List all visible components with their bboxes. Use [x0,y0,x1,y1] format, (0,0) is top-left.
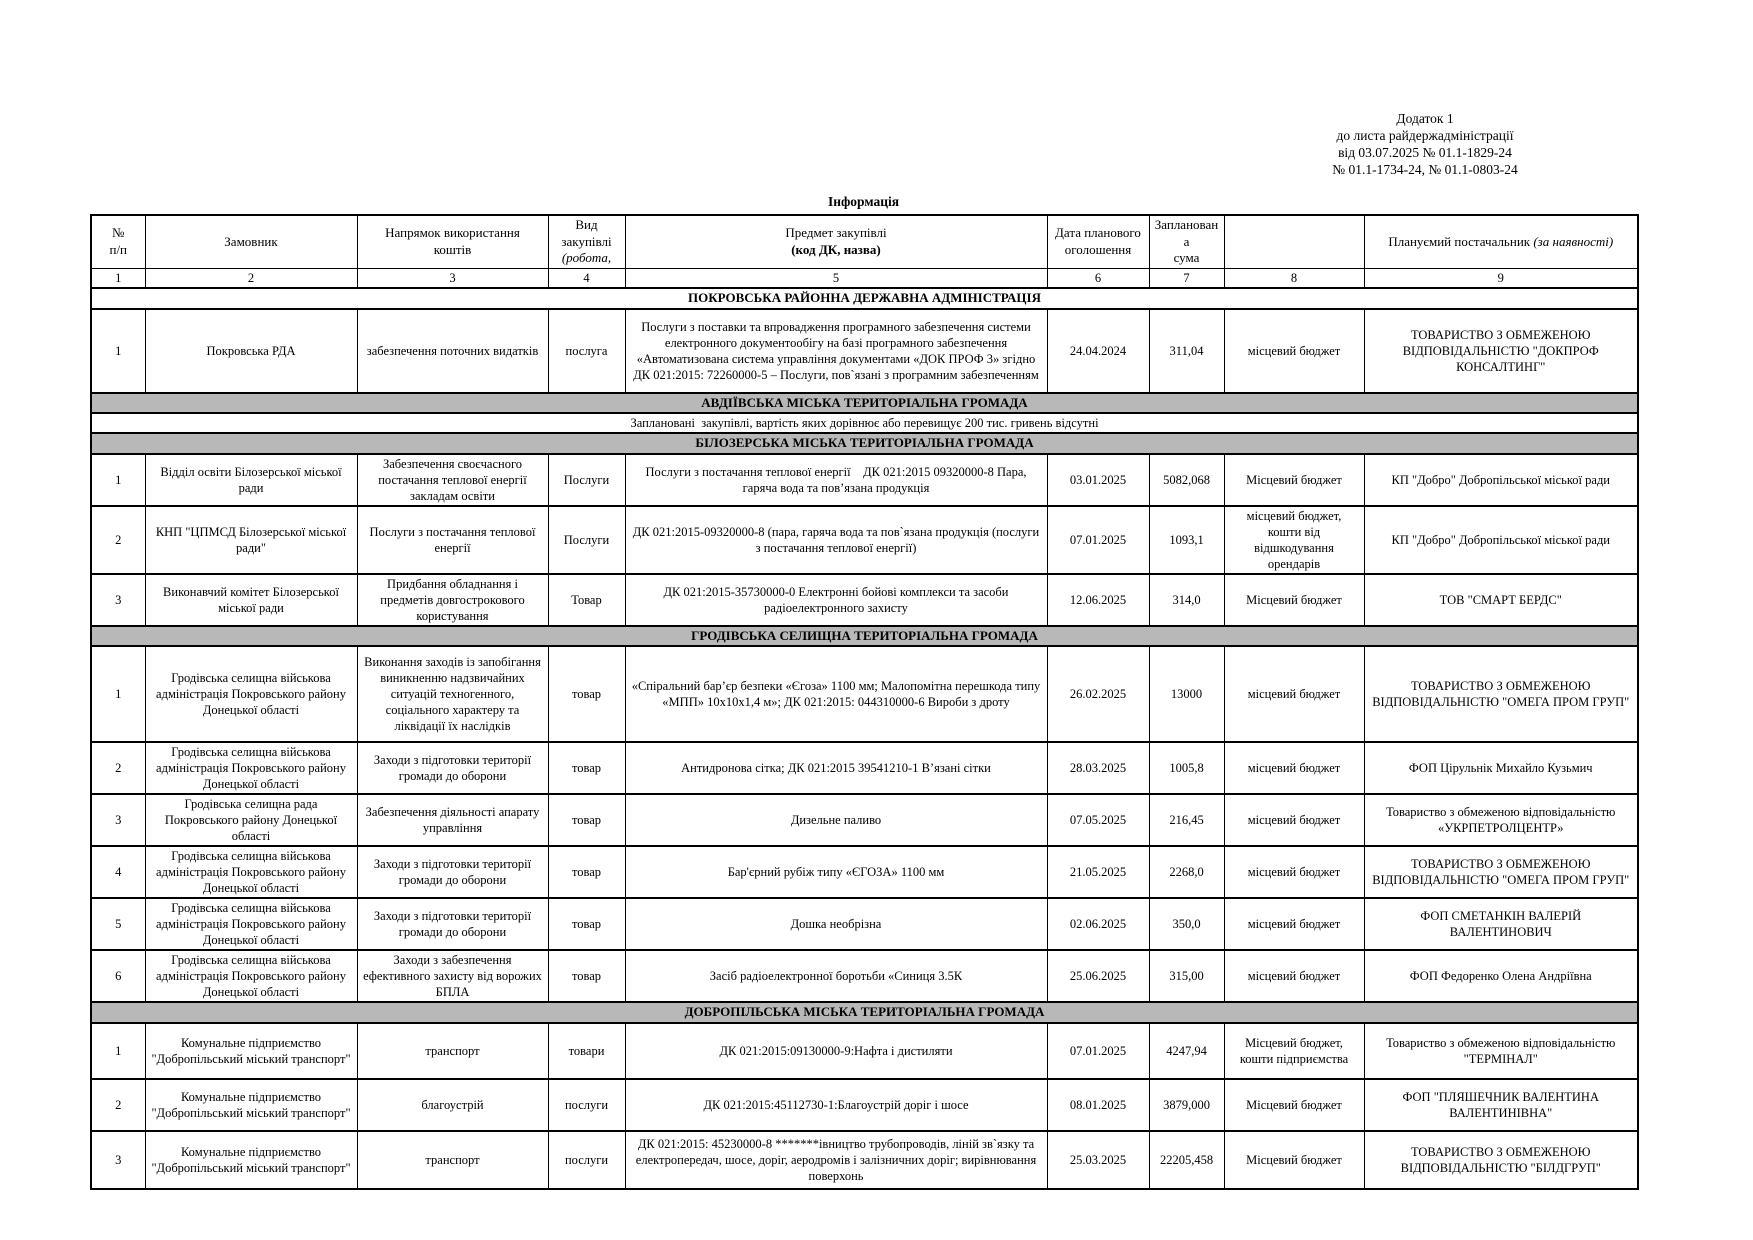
cell-customer: Покровська РДА [145,309,357,393]
annex-line-4: № 01.1-1734-24, № 01.1-0803-24 [1332,162,1518,177]
cell-procurement-type: товар [548,846,625,898]
cell-budget: місцевий бюджет [1224,309,1364,393]
section-header-row [91,626,1638,647]
cell-direction: транспорт [357,1131,548,1189]
cell-procurement-type: товари [548,1023,625,1079]
cell-subject: ДК 021:2015-35730000-0 Електронні бойові комплекси та засоби радіоелектронного захисту [625,574,1047,626]
cell-sum: 1005,8 [1149,742,1224,794]
procurement-table [90,214,1639,1190]
header-row-number: № п/п [91,215,145,268]
header-customer: Замовник [145,215,357,268]
cell-direction: Послуги з постачання теплової енергії [357,506,548,574]
table-row [91,1079,1638,1131]
cell-row-number: 1 [91,454,145,506]
table-row [91,794,1638,846]
table-row [91,646,1638,742]
cell-direction: Придбання обладнання і предметів довгострокового користування [357,574,548,626]
cell-customer: Гродівська селищна рада Покровського району Донецької області [145,794,357,846]
cell-customer: Комунальне підприємство "Добропільський міський транспорт" [145,1131,357,1189]
cell-direction: Забезпечення своєчасного постачання теплової енергії закладам освіти [357,454,548,506]
cell-row-number: 3 [91,794,145,846]
cell-budget: місцевий бюджет [1224,950,1364,1002]
col-number: 7 [1149,268,1224,288]
cell-row-number: 3 [91,574,145,626]
cell-customer: Гродівська селищна військова адміністрація Покровського району Донецької області [145,898,357,950]
cell-direction: транспорт [357,1023,548,1079]
cell-row-number: 5 [91,898,145,950]
cell-supplier: ФОП Федоренко Олена Андріївна [1364,950,1638,1002]
header-direction: Напрямок використання коштів [357,215,548,268]
cell-row-number: 4 [91,846,145,898]
cell-date: 03.01.2025 [1047,454,1149,506]
col-number: 2 [145,268,357,288]
col-number: 8 [1224,268,1364,288]
table-row [91,742,1638,794]
cell-procurement-type: товар [548,794,625,846]
cell-date: 25.06.2025 [1047,950,1149,1002]
page-title: Інформація [827,194,900,209]
cell-direction: благоустрій [357,1079,548,1131]
cell-subject: ДК 021:2015:45112730-1:Благоустрій доріг і шосе [625,1079,1047,1131]
header-date: Дата планового оголошення [1047,215,1149,268]
cell-subject: «Спіральний бар’єр безпеки «Єгоза» 1100 мм; Малопомітна перешкода типу «МПП» 10х10х1,4 м»; ДК 021:2015: 044310000-6 Вироби з дроту [625,646,1047,742]
annex-line-2: до листа райдержадміністрації [1336,128,1514,143]
table-row [91,1131,1638,1189]
table-row [91,506,1638,574]
cell-row-number: 2 [91,1079,145,1131]
annex-header [1275,110,1575,178]
annex-line-3: від 03.07.2025 № 01.1-1829-24 [1338,145,1512,160]
header-procurement-type: Вид закупівлі (робота, [548,215,625,268]
section-title: ДОБРОПІЛЬСЬКА МІСЬКА ТЕРИТОРІАЛЬНА ГРОМАДА [91,1002,1638,1023]
cell-subject: Дизельне паливо [625,794,1047,846]
cell-subject: ДК 021:2015-09320000-8 (пара, гаряча вода та пов`язана продукція (послуги з постачання теплової енергії) [625,506,1047,574]
section-header-row [91,433,1638,454]
cell-customer: Гродівська селищна військова адміністрація Покровського району Донецької області [145,646,357,742]
cell-date: 07.01.2025 [1047,506,1149,574]
cell-sum: 315,00 [1149,950,1224,1002]
cell-subject: Дошка необрізна [625,898,1047,950]
cell-budget: Місцевий бюджет [1224,1079,1364,1131]
cell-sum: 311,04 [1149,309,1224,393]
cell-subject: ДК 021:2015:09130000-9:Нафта і дистиляти [625,1023,1047,1079]
cell-row-number: 1 [91,309,145,393]
cell-sum: 2268,0 [1149,846,1224,898]
cell-supplier: ФОП Цірульнік Михайло Кузьмич [1364,742,1638,794]
cell-supplier: ТОВАРИСТВО З ОБМЕЖЕНОЮ ВІДПОВІДАЛЬНІСТЮ "БІЛДГРУП" [1364,1131,1638,1189]
cell-procurement-type: товар [548,742,625,794]
section-title: ГРОДІВСЬКА СЕЛИЩНА ТЕРИТОРІАЛЬНА ГРОМАДА [91,626,1638,647]
cell-budget: Місцевий бюджет [1224,574,1364,626]
col-number: 1 [91,268,145,288]
cell-row-number: 1 [91,646,145,742]
table-header-row [91,215,1638,268]
cell-supplier: ТОВАРИСТВО З ОБМЕЖЕНОЮ ВІДПОВІДАЛЬНІСТЮ "ОМЕГА ПРОМ ГРУП" [1364,846,1638,898]
cell-sum: 1093,1 [1149,506,1224,574]
cell-sum: 350,0 [1149,898,1224,950]
cell-sum: 13000 [1149,646,1224,742]
cell-direction: Заходи з забезпечення ефективного захисту від ворожих БПЛА [357,950,548,1002]
cell-direction: Заходи з підготовки території громади до оборони [357,898,548,950]
cell-subject: ДК 021:2015: 45230000-8 *******івництво трубопроводів, ліній зв`язку та електропередач, шосе, доріг, аеродромів і залізничних доріг; вирівнювання поверхонь [625,1131,1047,1189]
table-row [91,950,1638,1002]
cell-date: 28.03.2025 [1047,742,1149,794]
cell-customer: Комунальне підприємство "Добропільський міський транспорт" [145,1079,357,1131]
cell-date: 07.05.2025 [1047,794,1149,846]
col-number: 3 [357,268,548,288]
cell-budget: місцевий бюджет [1224,898,1364,950]
table-body [91,215,1638,1189]
cell-procurement-type: послуга [548,309,625,393]
section-note-row [91,413,1638,433]
cell-budget: Місцевий бюджет [1224,1131,1364,1189]
col-number: 5 [625,268,1047,288]
cell-customer: Виконавчий комітет Білозерської міської ради [145,574,357,626]
table-row [91,1023,1638,1079]
cell-sum: 4247,94 [1149,1023,1224,1079]
cell-subject: Антидронова сітка; ДК 021:2015 39541210-1 В’язані сітки [625,742,1047,794]
table-row [91,898,1638,950]
cell-supplier: ФОП "ПЛЯШЕЧНИК ВАЛЕНТИНА ВАЛЕНТИНІВНА" [1364,1079,1638,1131]
cell-budget: місцевий бюджет [1224,646,1364,742]
annex-line-1: Додаток 1 [1396,111,1454,126]
table-row [91,846,1638,898]
cell-supplier: ФОП СМЕТАНКІН ВАЛЕРІЙ ВАЛЕНТИНОВИЧ [1364,898,1638,950]
cell-procurement-type: Товар [548,574,625,626]
cell-procurement-type: товар [548,646,625,742]
cell-direction: Заходи з підготовки території громади до оборони [357,846,548,898]
cell-supplier: ТОВ "СМАРТ БЕРДС" [1364,574,1638,626]
cell-row-number: 2 [91,742,145,794]
cell-date: 07.01.2025 [1047,1023,1149,1079]
cell-budget: місцевий бюджет [1224,742,1364,794]
cell-budget: місцевий бюджет [1224,794,1364,846]
cell-subject: Бар'єрний рубіж типу «ЄГОЗА» 1100 мм [625,846,1047,898]
cell-sum: 22205,458 [1149,1131,1224,1189]
cell-supplier: ТОВАРИСТВО З ОБМЕЖЕНОЮ ВІДПОВІДАЛЬНІСТЮ "ОМЕГА ПРОМ ГРУП" [1364,646,1638,742]
col-number: 4 [548,268,625,288]
cell-sum: 5082,068 [1149,454,1224,506]
col-number: 6 [1047,268,1149,288]
cell-subject: Засіб радіоелектронної боротьби «Синиця 3.5К [625,950,1047,1002]
cell-date: 12.06.2025 [1047,574,1149,626]
section-note: Заплановані закупівлі, вартість яких дорівнює або перевищує 200 тис. гривень відсутні [91,413,1638,433]
cell-customer: Відділ освіти Білозерської міської ради [145,454,357,506]
cell-procurement-type: Послуги [548,454,625,506]
cell-budget: Місцевий бюджет [1224,454,1364,506]
cell-procurement-type: товар [548,898,625,950]
cell-sum: 3879,000 [1149,1079,1224,1131]
cell-direction: Забезпечення діяльності апарату управління [357,794,548,846]
cell-direction: забезпечення поточних видатків [357,309,548,393]
cell-customer: Гродівська селищна військова адміністрація Покровського району Донецької області [145,742,357,794]
cell-supplier: КП "Добро" Добропільської міської ради [1364,454,1638,506]
cell-procurement-type: послуги [548,1131,625,1189]
cell-customer: КНП "ЦПМСД Білозерської міської ради" [145,506,357,574]
cell-date: 08.01.2025 [1047,1079,1149,1131]
cell-sum: 314,0 [1149,574,1224,626]
cell-procurement-type: послуги [548,1079,625,1131]
cell-row-number: 6 [91,950,145,1002]
section-header-row [91,288,1638,309]
column-numbers-row [91,268,1638,288]
section-title: ПОКРОВСЬКА РАЙОННА ДЕРЖАВНА АДМІНІСТРАЦІЯ [91,288,1638,309]
cell-supplier: ТОВАРИСТВО З ОБМЕЖЕНОЮ ВІДПОВІДАЛЬНІСТЮ "ДОКПРОФ КОНСАЛТИНГ" [1364,309,1638,393]
section-title: АВДІЇВСЬКА МІСЬКА ТЕРИТОРІАЛЬНА ГРОМАДА [91,393,1638,414]
cell-budget: Місцевий бюджет, кошти підприємства [1224,1023,1364,1079]
cell-row-number: 2 [91,506,145,574]
cell-supplier: Товариство з обмеженою відповідальністю «УКРПЕТРОЛЦЕНТР» [1364,794,1638,846]
cell-customer: Гродівська селищна військова адміністрація Покровського району Донецької області [145,846,357,898]
header-subject: Предмет закупівлі (код ДК, назва) [625,215,1047,268]
cell-procurement-type: Послуги [548,506,625,574]
col-number: 9 [1364,268,1638,288]
section-header-row [91,1002,1638,1023]
cell-subject: Послуги з постачання теплової енергії ДК 021:2015 09320000-8 Пара, гаряча вода та пов’язана продукція [625,454,1047,506]
cell-date: 25.03.2025 [1047,1131,1149,1189]
cell-date: 02.06.2025 [1047,898,1149,950]
cell-sum: 216,45 [1149,794,1224,846]
section-header-row [91,393,1638,414]
cell-row-number: 3 [91,1131,145,1189]
cell-supplier: Товариство з обмеженою відповідальністю "ТЕРМІНАЛ" [1364,1023,1638,1079]
table-row [91,309,1638,393]
cell-date: 26.02.2025 [1047,646,1149,742]
table-row [91,574,1638,626]
cell-budget: місцевий бюджет, кошти від відшкодування орендарів [1224,506,1364,574]
cell-customer: Гродівська селищна військова адміністрація Покровського району Донецької області [145,950,357,1002]
cell-customer: Комунальне підприємство "Добропільський міський транспорт" [145,1023,357,1079]
cell-date: 21.05.2025 [1047,846,1149,898]
cell-supplier: КП "Добро" Добропільської міської ради [1364,506,1638,574]
cell-subject: Послуги з поставки та впровадження програмного забезпечення системи електронного документообігу на базі програмного забезпечення «Автоматизована система управління документами «ДОК ПРОФ 3» згідно ДК 021:2015: 72260000-5 – Послуги, пов`язані з програмним забезпеченням [625,309,1047,393]
cell-direction: Заходи з підготовки території громади до оборони [357,742,548,794]
header-budget [1224,215,1364,268]
cell-budget: місцевий бюджет [1224,846,1364,898]
header-sum: Запланована сума [1149,215,1224,268]
cell-row-number: 1 [91,1023,145,1079]
cell-date: 24.04.2024 [1047,309,1149,393]
cell-procurement-type: товар [548,950,625,1002]
cell-direction: Виконання заходів із запобігання виникненню надзвичайних ситуацій техногенного, соціального характеру та ліквідації їх наслідків [357,646,548,742]
section-title: БІЛОЗЕРСЬКА МІСЬКА ТЕРИТОРІАЛЬНА ГРОМАДА [91,433,1638,454]
table-row [91,454,1638,506]
header-supplier: Плануємий постачальник (за наявності) [1364,215,1638,268]
